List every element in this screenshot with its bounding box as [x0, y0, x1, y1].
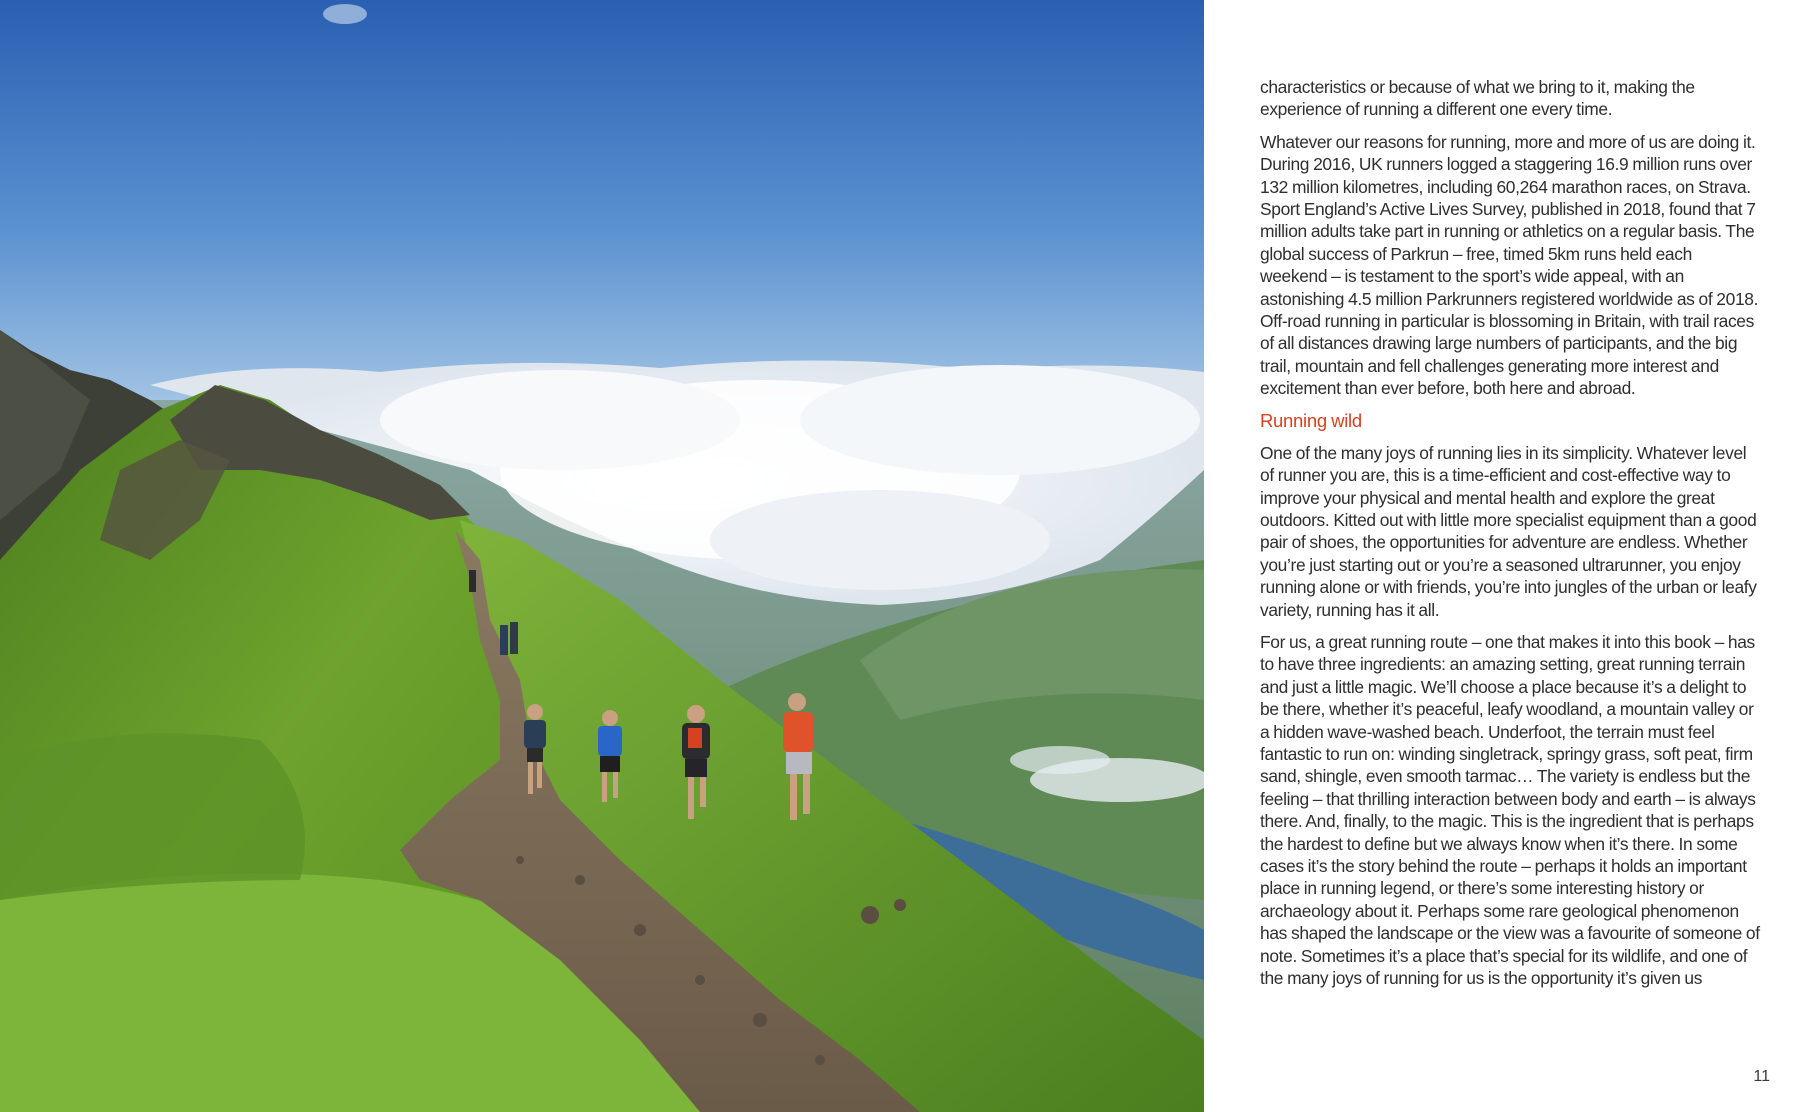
- paragraph: For us, a great running route – one that makes it into this book – has to have three ingredients: an amazing setting, great running terrain and just a little magic. We’ll choose a place because it’s a delight to be there, whether it’s peaceful, leafy woodland, a mountain valley or a hidden wave-washed beach. Underfoot, the terrain must feel fantastic to run on: winding singletrack, springy grass, soft peat, firm sand, shingle, even smooth tarmac… The variety is endless but the feeling – that thrilling interaction between body and earth – is always there. And, finally, to the magic. This is the ingredient that is perhaps the hardest to define but we always know when it’s there. In some cases it’s the story behind the route – perhaps it holds an important place in running legend, or there’s some interesting history or archaeology about it. Perhaps some rare geological phenomenon has shaped the landscape or the view was a favourite of someone of note. Sometimes it’s a place that’s special for its wildlife, and one of the many joys of running for us is the opportunity it’s given us: [1260, 631, 1760, 989]
- article-text: [1260, 76, 1760, 999]
- page-number: 11: [1753, 1068, 1770, 1085]
- section-heading: Running wild: [1260, 409, 1362, 431]
- paragraph: One of the many joys of running lies in its simplicity. Whatever level of runner you are, this is a time-efficient and cost-effective way to improve your physical and mental health and explore the great outdoors. Kitted out with little more specialist equipment than a good pair of shoes, the opportunities for adventure are endless. Whether you’re just starting out or you’re a seasoned ultrarunner, you enjoy running alone or with friends, you’re into jungles of the urban or leafy variety, running has it all.: [1260, 442, 1757, 620]
- paragraph: Whatever our reasons for running, more and more of us are doing it. During 2016, UK runners logged a staggering 16.9 million runs over 132 million kilometres, including 60,264 marathon races, on Strava. Sport England’s Active Lives Survey, published in 2018, found that 7 million adults take part in running or athletics on a regular basis. The global success of Parkrun – free, timed 5km runs held each weekend – is testament to the sport’s wide appeal, with an astonishing 4.5 million Parkrunners registered worldwide as of 2018. Off-road running in particular is blossoming in Britain, with trail races of all distances drawing large numbers of participants, and the big trail, mountain and fell challenges generating more interest and excitement than ever before, both here and abroad.: [1260, 131, 1759, 399]
- paragraph: characteristics or because of what we bring to it, making the experience of running a different one every time.: [1260, 77, 1695, 120]
